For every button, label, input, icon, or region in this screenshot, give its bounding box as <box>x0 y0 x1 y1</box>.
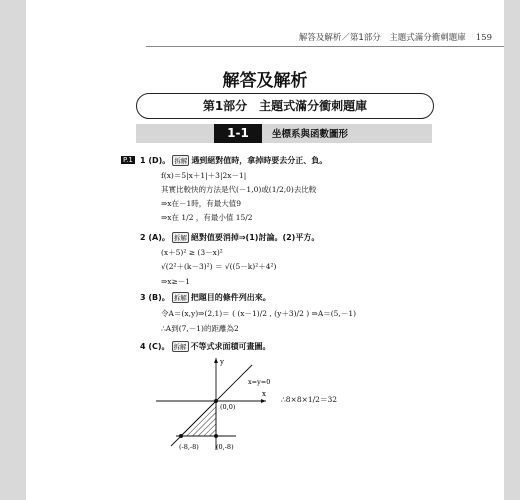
point-right <box>214 434 218 438</box>
q1-tag: 拆解 <box>174 157 188 165</box>
section-number: 1-1 <box>214 124 262 143</box>
section-title: 坐標系與函數圖形 <box>272 129 349 140</box>
q3-heading <box>140 292 271 303</box>
origin-label: (0,0) <box>220 403 236 411</box>
q1-answer: 1 (D)。 <box>140 156 171 165</box>
q2-line-3: ⇒x≥－1 <box>161 277 191 286</box>
right-point-label: (0,-8) <box>216 443 234 451</box>
part-title: 第1部分 主題式滿分衝刺題庫 <box>136 93 434 119</box>
page-ref-badge: P.1 <box>123 156 133 164</box>
point-origin <box>214 399 218 403</box>
y-axis-arrow <box>214 358 218 363</box>
running-header <box>299 31 492 43</box>
y-label: y <box>220 358 224 366</box>
q2-line-2: √(2²＋(k－3)²) ＝ √((5－k)²＋4²) <box>161 262 277 271</box>
q2-tag: 拆解 <box>173 234 187 242</box>
q2-answer: 2 (A)。 <box>140 233 170 242</box>
q1-heading <box>140 155 327 166</box>
line-label: x=y=0 <box>248 378 271 386</box>
left-point-label: (-8,-8) <box>179 443 199 451</box>
x-axis-arrow <box>261 399 266 403</box>
header-rule <box>146 46 504 47</box>
q4-graph <box>146 352 296 452</box>
q3-answer: 3 (B)。 <box>140 293 170 302</box>
q1-line-1: f(x)＝5|x＋1|＋3|2x－1| <box>161 171 247 180</box>
q1-line-4: ⇒x在 1/2 ，有最小值 15/2 <box>161 213 253 222</box>
page-title: 解答及解析 <box>222 71 308 91</box>
q4-tag: 拆解 <box>173 343 187 351</box>
q2-heading <box>140 232 319 243</box>
q3-line-1: 令A＝(x,y)⇒(2,1)＝ ( (x－1)/2 , (y＋3)/2 ) ⇒A＝(5,－1) <box>161 309 357 318</box>
q3-text: 把題目的條件列出來。 <box>190 293 271 302</box>
q2-text: 絕對值要消掉⇒(1)討論。(2)平方。 <box>190 233 320 242</box>
q1-line-3: ⇒x在－1時，有最大值9 <box>161 199 242 208</box>
page-number: 159 <box>475 33 492 43</box>
x-label: x <box>262 390 266 398</box>
q4-answer: 4 (C)。 <box>140 342 170 351</box>
q2-line-1: (x＋5)² ≥ (3－x)² <box>161 248 223 257</box>
q1-line-2: 其實比較快的方法是代(－1,0)或(1/2,0)去比較 <box>161 185 317 194</box>
point-left <box>179 434 183 438</box>
page <box>26 0 504 500</box>
running-title: 解答及解析／第1部分 主題式滿分衝刺題庫 <box>298 33 466 43</box>
q1-text: 遇到絕對值時，拿掉時要去分正、負。 <box>191 156 328 165</box>
q3-tag: 拆解 <box>173 294 187 302</box>
q3-line-2: ∴A到(7,－1)的距離為2 <box>161 324 239 333</box>
q4-text: 不等式求面積可畫圖。 <box>190 342 271 351</box>
q4-heading <box>140 341 271 352</box>
q4-area-calc: ∴8×8×1/2＝32 <box>281 395 337 404</box>
